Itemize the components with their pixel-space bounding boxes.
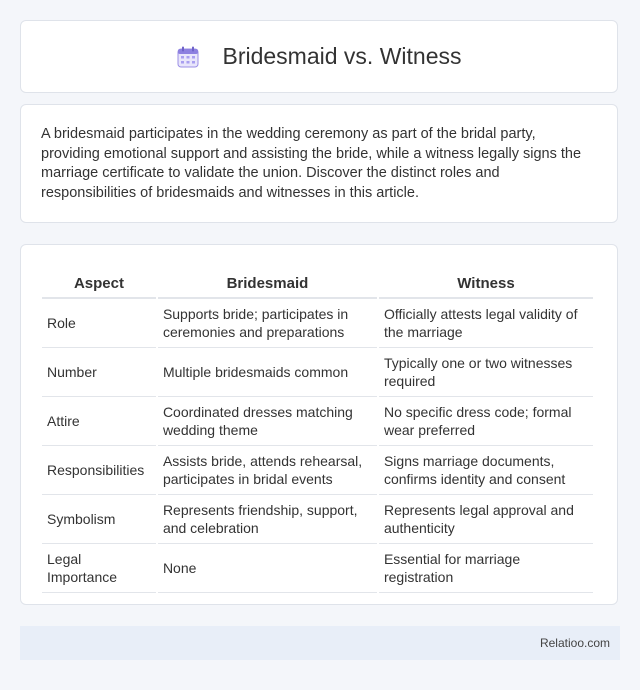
calendar-icon	[176, 45, 200, 69]
aspect-cell: Legal Importance	[42, 544, 156, 593]
aspect-cell: Symbolism	[42, 495, 156, 544]
table-row	[42, 446, 593, 495]
bridesmaid-cell: Multiple bridesmaids common	[158, 348, 377, 397]
page-title: Bridesmaid vs. Witness	[222, 43, 462, 69]
table-row	[42, 397, 593, 446]
bridesmaid-cell: Represents friendship, support, and celebration	[158, 495, 377, 544]
table-row	[42, 348, 593, 397]
header-bridesmaid: Bridesmaid	[158, 263, 377, 299]
bridesmaid-cell: Coordinated dresses matching wedding theme	[158, 397, 377, 446]
aspect-cell: Attire	[42, 397, 156, 446]
footer-brand: Relatioo.com	[539, 636, 610, 650]
table-row	[42, 299, 593, 348]
bridesmaid-cell: Assists bride, attends rehearsal, participates in bridal events	[158, 446, 377, 495]
aspect-cell: Number	[42, 348, 156, 397]
title-card	[20, 20, 618, 93]
intro-text: A bridesmaid participates in the wedding ceremony as part of the bridal party, providing emotional support and assisting the bride, while a witness legally signs the marriage certificate to validate the union. Discover the distinct roles and responsibilities of bridesmaids and witnesses in this article.	[41, 126, 582, 201]
bridesmaid-cell: None	[158, 544, 377, 593]
table-row	[42, 495, 593, 544]
table-row	[42, 544, 593, 593]
table-header-row	[42, 263, 593, 299]
header-aspect: Aspect	[42, 263, 156, 299]
witness-cell: Typically one or two witnesses required	[379, 348, 593, 397]
bridesmaid-cell: Supports bride; participates in ceremonies and preparations	[158, 299, 377, 348]
comparison-table	[40, 263, 595, 593]
intro-card	[20, 104, 618, 223]
witness-cell: No specific dress code; formal wear preferred	[379, 397, 593, 446]
witness-cell: Signs marriage documents, confirms identity and consent	[379, 446, 593, 495]
aspect-cell: Responsibilities	[42, 446, 156, 495]
footer	[20, 626, 620, 660]
witness-cell: Officially attests legal validity of the marriage	[379, 299, 593, 348]
witness-cell: Represents legal approval and authenticity	[379, 495, 593, 544]
aspect-cell: Role	[42, 299, 156, 348]
witness-cell: Essential for marriage registration	[379, 544, 593, 593]
header-witness: Witness	[379, 263, 593, 299]
comparison-card	[20, 244, 618, 605]
